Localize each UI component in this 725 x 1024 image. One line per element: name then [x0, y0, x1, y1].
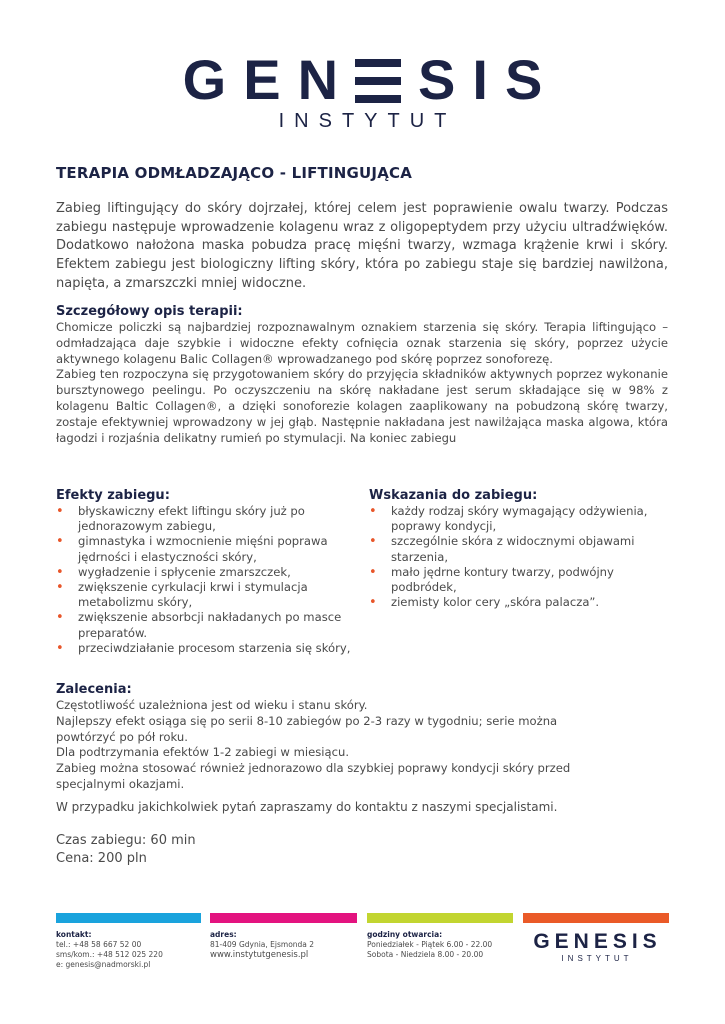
footer-contact-label: kontakt: [56, 930, 92, 939]
indications-list [369, 504, 669, 610]
footer-street: 81-409 Gdynia, Ejsmonda 2 [210, 940, 315, 949]
bullet-icon: • [369, 504, 377, 519]
footer-contact [56, 930, 163, 970]
effects-heading: Efekty zabiegu: [56, 488, 170, 503]
footer-bar-blue [56, 913, 201, 923]
indications-heading: Wskazania do zabiegu: [369, 488, 538, 503]
list-item: • błyskawiczny efekt liftingu skóry już po jednorazowym zabiegu, [56, 504, 305, 534]
contact-note: W przypadku jakichkolwiek pytań zapraszamy do kontaktu z naszymi specjalistami. [56, 800, 558, 814]
duration-text: Czas zabiegu: 60 min [56, 833, 196, 848]
footer-logo-subtitle: INSTYTUT [561, 954, 633, 963]
footer-tel[interactable]: tel.: +48 58 667 52 00 [56, 940, 142, 949]
intro-paragraph: Zabieg liftingujący do skóry dojrzałej, której celem jest poprawienie owalu twarzy. Podczas zabiegu następuje wprowadzenie kolagenu wraz z oligopeptydem przy użyciu ultradźwięków. Dodatkowo nałożona maska pobudza pracę mięśni twarzy, wzmaga krążenie krwi i skóry. Efektem zabiegu jest biologiczny lifting skóry, która po zabiegu staje się bardziej nawilżona, napięta, a zmarszczki mniej widoczne. [56, 201, 668, 291]
footer-hours-weekdays: Poniedziałek - Piątek 6.00 - 22.00 [367, 940, 493, 949]
bullet-icon: • [56, 580, 64, 596]
bullet-icon: • [369, 564, 377, 580]
footer-hours [367, 930, 492, 960]
bullet-icon: • [369, 534, 377, 550]
details-paragraph-2: Zabieg ten rozpoczyna się przygotowaniem skóry do przyjęcia składników aktywnych poprzez wykonanie bursztynowego peelingu. Po oczyszczeniu na skórę nakładane jest serum składające się w 98% z kolagenu Baltic Collagen®, a dzięki sonoforezie kolagen zaaplikowany na pobudzoną skórę twarzy, zostaje efektywniej wprowadzony w jej głąb. Następnie nakładana jest nawilżająca maska algowa, która łagodzi i rozjaśnia delikatny rumień po stymulacji. Na koniec zabiegu [56, 367, 668, 445]
recommendations-heading: Zalecenia: [56, 682, 132, 697]
footer-bar-orange [523, 913, 669, 923]
list-item: • przeciwdziałanie procesom starzenia się skóry, [56, 640, 351, 656]
footer-website-link[interactable]: www.instytutgenesis.pl [210, 950, 309, 960]
genesis-logo [0, 48, 725, 138]
list-item: • każdy rodzaj skóry wymagający odżywienia, poprawy kondycji, [369, 504, 648, 534]
bullet-icon: • [56, 504, 64, 519]
logo-wordmark: GEN SIS [182, 48, 560, 111]
bullet-icon: • [369, 595, 377, 611]
logo-subtitle: INSTYTUT [278, 110, 457, 132]
footer-address [210, 930, 314, 960]
footer-address-label: adres: [210, 930, 237, 939]
bullet-icon: • [56, 610, 64, 626]
details-paragraph-1: Chomicze policzki są najbardziej rozpoznawalnym oznakiem starzenia się skóry. Terapia liftingująco – odmładzająca daje szybkie i widoczne efekty cofnięcia oznak starzenia się skóry, poprzez użycie aktywnego kolagenu Balic Collagen® wprowadzanego pod skórę poprzez sonoforezę. [56, 320, 668, 366]
list-item: • zwiększenie absorbcji nakładanych po masce preparatów. [56, 610, 342, 640]
list-item: • wygładzenie i spłycenie zmarszczek, [56, 564, 291, 580]
footer-hours-label: godziny otwarcia: [367, 930, 443, 939]
footer-hours-weekend: Sobota - Niedziela 8.00 - 20.00 [367, 950, 484, 959]
recommendation-line: Zabieg można stosować również jednorazowo dla szybkiej poprawy kondycji skóry przed specjalnymi okazjami. [56, 761, 571, 791]
recommendation-line: Najlepszy efekt osiąga się po serii 8-10 zabiegów po 2-3 razy w tygodniu; serie można powtórzyć po pół roku. [56, 713, 558, 744]
bullet-icon: • [56, 640, 64, 656]
footer-email[interactable]: e: genesis@nadmorski.pl [56, 960, 151, 969]
recommendation-line: Dla podtrzymania efektów 1-2 zabiegi w miesiącu. [56, 745, 350, 760]
recommendations-section [56, 682, 668, 793]
effects-section [56, 488, 356, 656]
price-text: Cena: 200 pln [56, 851, 147, 866]
page-title: TERAPIA ODMŁADZAJĄCO - LIFTINGUJĄCA [56, 164, 413, 182]
footer-bar-magenta [210, 913, 357, 923]
details-heading: Szczegółowy opis terapii: [56, 304, 243, 319]
footer-logo [520, 930, 670, 963]
footer-sms[interactable]: sms/kom.: +48 512 025 220 [56, 950, 163, 959]
bullet-icon: • [56, 564, 64, 580]
list-item: • mało jędrne kontury twarzy, podwójny podbródek, [369, 564, 614, 595]
footer-logo-wordmark: GENESIS [533, 930, 662, 953]
bullet-icon: • [56, 534, 64, 550]
list-item: • zwiększenie cyrkulacji krwi i stymulacja metabolizmu skóry, [56, 580, 308, 610]
details-section [56, 304, 668, 446]
footer-bar-lime [367, 913, 513, 923]
list-item: • gimnastyka i wzmocnienie mięśni poprawa jędrności i elastyczności skóry, [56, 534, 328, 564]
recommendation-line: Częstotliwość uzależniona jest od wieku i stanu skóry. [56, 698, 368, 712]
effects-list [56, 504, 356, 656]
list-item: • ziemisty kolor cery „skóra palacza”. [369, 595, 600, 611]
logo-stylized-e [355, 59, 401, 103]
indications-section [369, 488, 669, 610]
list-item: • szczególnie skóra z widocznymi objawami starzenia, [369, 534, 635, 564]
